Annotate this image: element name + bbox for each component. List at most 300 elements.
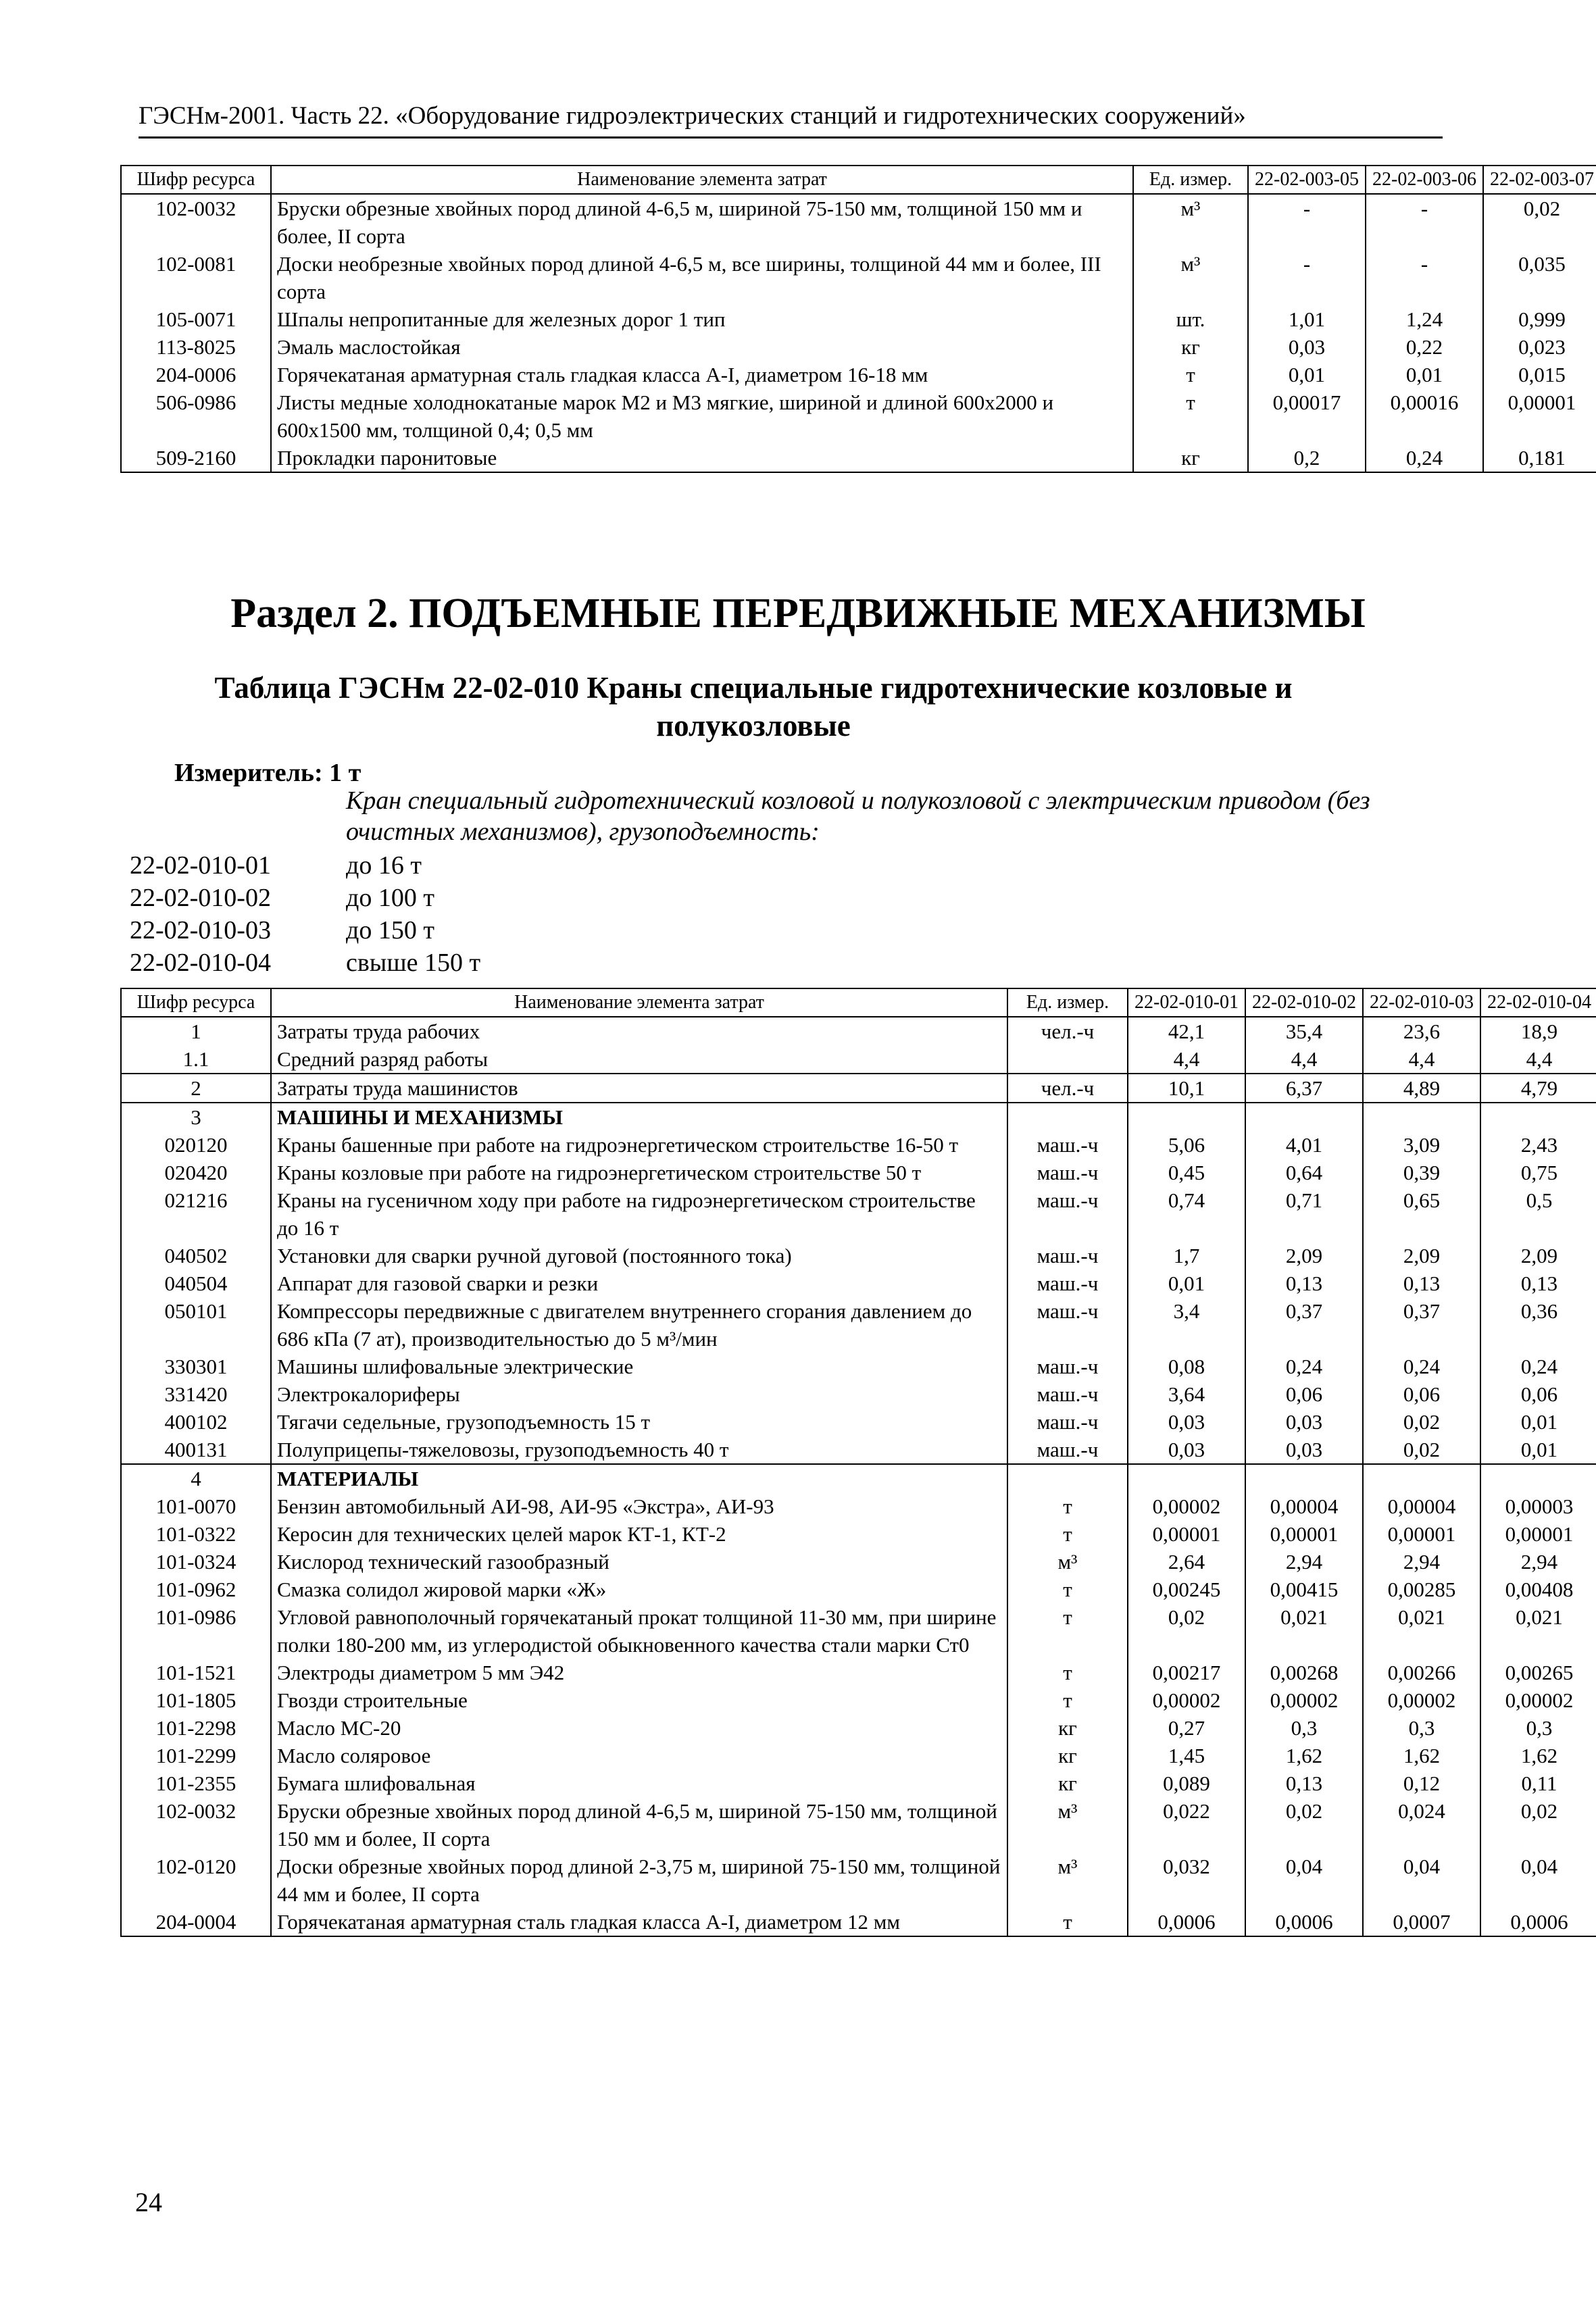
resource-code-cell: 021216 [121, 1186, 271, 1242]
value-cell: 0,00002 [1480, 1686, 1596, 1714]
value-cell: 10,1 [1128, 1074, 1245, 1103]
value-cell: 6,37 [1245, 1074, 1363, 1103]
value-cell: 0,03 [1245, 1436, 1363, 1464]
resource-code-cell: 101-0962 [121, 1576, 271, 1603]
value-cell: 0,02 [1128, 1603, 1245, 1659]
table-row [121, 1686, 1596, 1714]
value-cell: 1,62 [1480, 1742, 1596, 1769]
value-cell: 1,45 [1128, 1742, 1245, 1769]
value-cell: 0,00002 [1363, 1686, 1480, 1714]
value-cell: 3,64 [1128, 1380, 1245, 1408]
value-cell: 0,00002 [1245, 1686, 1363, 1714]
table-body [121, 1017, 1596, 1936]
value-cell: 4,4 [1245, 1045, 1363, 1074]
value-cell: 0,00415 [1245, 1576, 1363, 1603]
variant-code: 22-02-010-01 [130, 851, 271, 880]
unit-cell: маш.-ч [1007, 1159, 1128, 1186]
column-header-variant-03: 22-02-010-03 [1363, 988, 1480, 1017]
resource-name-cell: Горячекатаная арматурная сталь гладкая класса А-I, диаметром 16-18 мм [271, 361, 1133, 388]
resource-name-cell: Электрокалориферы [271, 1380, 1007, 1408]
value-cell: 0,04 [1363, 1853, 1480, 1908]
value-cell: 0,04 [1245, 1853, 1363, 1908]
value-cell: 42,1 [1128, 1017, 1245, 1045]
variant-code: 22-02-010-03 [130, 916, 271, 945]
unit-cell: т [1133, 388, 1248, 444]
value-cell: 0,0006 [1480, 1908, 1596, 1936]
resource-code-cell: 101-0324 [121, 1548, 271, 1576]
value-cell: 2,94 [1245, 1548, 1363, 1576]
value-cell: 0,24 [1363, 1353, 1480, 1380]
resource-name-cell: Затраты труда машинистов [271, 1074, 1007, 1103]
value-cell: 0,021 [1363, 1603, 1480, 1659]
value-cell: 0,3 [1363, 1714, 1480, 1742]
value-cell: 0,71 [1245, 1186, 1363, 1242]
table-row [121, 1908, 1596, 1936]
resource-code-cell: 040502 [121, 1242, 271, 1269]
resource-code-cell: 101-0070 [121, 1492, 271, 1520]
table-row [121, 250, 1596, 305]
resource-code-cell: 020120 [121, 1131, 271, 1159]
value-cell: 2,09 [1245, 1242, 1363, 1269]
value-cell: 0,01 [1248, 361, 1366, 388]
table-title: Таблица ГЭСНм 22-02-010 Краны специальные гидротехнические козловые и полукозловые [214, 671, 1293, 743]
unit-cell: кг [1133, 444, 1248, 472]
resource-code-cell: 102-0120 [121, 1853, 271, 1908]
value-cell: 0,08 [1128, 1353, 1245, 1380]
unit-cell [1007, 1103, 1128, 1131]
value-cell: 1,62 [1245, 1742, 1363, 1769]
unit-cell: м³ [1007, 1797, 1128, 1853]
value-cell: 0,00285 [1363, 1576, 1480, 1603]
value-cell: 2,64 [1128, 1548, 1245, 1576]
value-cell: 0,00266 [1363, 1659, 1480, 1686]
value-cell: 0,02 [1363, 1408, 1480, 1436]
value-cell: 2,09 [1363, 1242, 1480, 1269]
table-row [121, 1017, 1596, 1045]
value-cell: 2,94 [1363, 1548, 1480, 1576]
resource-code-cell: 101-2355 [121, 1769, 271, 1797]
value-cell: 4,4 [1363, 1045, 1480, 1074]
unit-cell [1007, 1045, 1128, 1074]
resource-code-cell: 102-0081 [121, 250, 271, 305]
table-row [121, 361, 1596, 388]
unit-cell: т [1007, 1603, 1128, 1659]
table-row [121, 1131, 1596, 1159]
value-cell: 0,64 [1245, 1159, 1363, 1186]
table-row [121, 1853, 1596, 1908]
resource-code-cell: 101-2299 [121, 1742, 271, 1769]
value-cell: 0,24 [1245, 1353, 1363, 1380]
resource-name-cell: Эмаль маслостойкая [271, 333, 1133, 361]
column-header-code: Шифр ресурса [121, 988, 271, 1017]
variant-item [130, 850, 805, 881]
value-cell: 0,02 [1245, 1797, 1363, 1853]
resource-name-cell: Полуприцепы-тяжеловозы, грузоподъемность 40 т [271, 1436, 1007, 1464]
value-cell: 1,62 [1363, 1742, 1480, 1769]
resource-code-cell: 040504 [121, 1269, 271, 1297]
value-cell: 5,06 [1128, 1131, 1245, 1159]
column-header-variant-02: 22-02-010-02 [1245, 988, 1363, 1017]
resource-code-cell: 101-2298 [121, 1714, 271, 1742]
value-cell: 0,00245 [1128, 1576, 1245, 1603]
resource-name-cell: Краны козловые при работе на гидроэнергетическом строительстве 50 т [271, 1159, 1007, 1186]
value-cell: 0,0006 [1128, 1908, 1245, 1936]
table-row [121, 1797, 1596, 1853]
table-row [121, 1769, 1596, 1797]
resource-name-cell: Средний разряд работы [271, 1045, 1007, 1074]
value-cell: 2,43 [1480, 1131, 1596, 1159]
unit-cell: маш.-ч [1007, 1131, 1128, 1159]
resource-code-cell: 101-0986 [121, 1603, 271, 1659]
resource-name-cell: Бруски обрезные хвойных пород длиной 4-6,5 м, шириной 75-150 мм, толщиной 150 мм и более, II сорта [271, 194, 1133, 250]
resource-code-cell: 102-0032 [121, 194, 271, 250]
value-cell: 0,00268 [1245, 1659, 1363, 1686]
value-cell: 4,4 [1128, 1045, 1245, 1074]
value-cell: 4,79 [1480, 1074, 1596, 1103]
table-row [121, 1380, 1596, 1408]
unit-cell: м³ [1007, 1548, 1128, 1576]
resource-name-cell: Затраты труда рабочих [271, 1017, 1007, 1045]
table-row [121, 1742, 1596, 1769]
value-cell: - [1366, 250, 1483, 305]
resource-code-cell: 509-2160 [121, 444, 271, 472]
variant-code: 22-02-010-02 [130, 884, 271, 912]
variant-item [130, 882, 805, 913]
unit-cell: т [1007, 1908, 1128, 1936]
value-cell: 4,4 [1480, 1045, 1596, 1074]
unit-cell [1007, 1464, 1128, 1492]
value-cell: 0,2 [1248, 444, 1366, 472]
resource-name-cell: Листы медные холоднокатаные марок М2 и М3 мягкие, шириной и длиной 600х2000 и 600х1500 мм, толщиной 0,4; 0,5 мм [271, 388, 1133, 444]
table-row [121, 1269, 1596, 1297]
resource-code-cell: 331420 [121, 1380, 271, 1408]
value-cell [1245, 1464, 1363, 1492]
value-cell: 0,021 [1480, 1603, 1596, 1659]
value-cell: 0,01 [1480, 1408, 1596, 1436]
value-cell: 0,00217 [1128, 1659, 1245, 1686]
resource-name-cell: Краны на гусеничном ходу при работе на гидроэнергетическом строительстве до 16 т [271, 1186, 1007, 1242]
value-cell: 0,13 [1363, 1269, 1480, 1297]
unit-cell: кг [1007, 1742, 1128, 1769]
variant-text: до 16 т [346, 851, 422, 880]
running-header: ГЭСНм-2001. Часть 22. «Оборудование гидроэлектрических станций и гидротехнических сооружений» [139, 100, 1443, 139]
value-cell: 0,11 [1480, 1769, 1596, 1797]
variant-item [130, 915, 805, 946]
resource-name-cell: Кислород технический газообразный [271, 1548, 1007, 1576]
table-row [121, 1103, 1596, 1131]
value-cell: 0,03 [1128, 1436, 1245, 1464]
value-cell: 0,024 [1363, 1797, 1480, 1853]
value-cell: 0,12 [1363, 1769, 1480, 1797]
value-cell: 0,00408 [1480, 1576, 1596, 1603]
value-cell: - [1248, 194, 1366, 250]
value-cell: 0,00001 [1480, 1520, 1596, 1548]
unit-cell: кг [1007, 1714, 1128, 1742]
table-body [121, 194, 1596, 472]
table-row [121, 1714, 1596, 1742]
value-cell: 0,13 [1245, 1269, 1363, 1297]
table-row [121, 1492, 1596, 1520]
value-cell: - [1366, 194, 1483, 250]
value-cell: 0,00001 [1363, 1520, 1480, 1548]
column-header-name: Наименование элемента затрат [271, 166, 1133, 194]
resources-table-003 [120, 165, 1596, 473]
value-cell: 0,02 [1363, 1436, 1480, 1464]
resource-name-cell: Прокладки паронитовые [271, 444, 1133, 472]
resource-code-cell: 1.1 [121, 1045, 271, 1074]
value-cell: 1,24 [1366, 305, 1483, 333]
value-cell: 0,13 [1245, 1769, 1363, 1797]
resource-code-cell: 204-0006 [121, 361, 271, 388]
page-number: 24 [135, 2187, 162, 2217]
value-cell: 0,37 [1363, 1297, 1480, 1353]
value-cell: 3,09 [1363, 1131, 1480, 1159]
unit-cell: маш.-ч [1007, 1353, 1128, 1380]
resource-code-cell: 506-0986 [121, 388, 271, 444]
resource-name-cell: Краны башенные при работе на гидроэнергетическом строительстве 16-50 т [271, 1131, 1007, 1159]
resource-code-cell: 2 [121, 1074, 271, 1103]
unit-cell: маш.-ч [1007, 1269, 1128, 1297]
table-row [121, 1408, 1596, 1436]
unit-cell: маш.-ч [1007, 1408, 1128, 1436]
unit-cell: маш.-ч [1007, 1186, 1128, 1242]
value-cell: 0,032 [1128, 1853, 1245, 1908]
value-cell: 0,00002 [1128, 1686, 1245, 1714]
value-cell: 23,6 [1363, 1017, 1480, 1045]
resource-name-cell: Масло соляровое [271, 1742, 1007, 1769]
table-row [121, 305, 1596, 333]
unit-cell: т [1007, 1659, 1128, 1686]
work-description: Кран специальный гидротехнический козловой и полукозловой с электрическим приводом (без очистных механизмов), грузоподъемность: [346, 786, 1370, 846]
value-cell [1245, 1103, 1363, 1131]
value-cell: 0,0007 [1363, 1908, 1480, 1936]
value-cell: 0,13 [1480, 1269, 1596, 1297]
value-cell [1480, 1464, 1596, 1492]
column-header-code: Шифр ресурса [121, 166, 271, 194]
value-cell: 0,00265 [1480, 1659, 1596, 1686]
column-header-variant-05: 22-02-003-05 [1248, 166, 1366, 194]
resource-code-cell: 3 [121, 1103, 271, 1131]
value-cell: 0,3 [1480, 1714, 1596, 1742]
resource-code-cell: 204-0004 [121, 1908, 271, 1936]
value-cell: 0,74 [1128, 1186, 1245, 1242]
value-cell: 0,02 [1483, 194, 1596, 250]
table-row [121, 444, 1596, 472]
resource-name-cell: Бумага шлифовальная [271, 1769, 1007, 1797]
table-row [121, 194, 1596, 250]
unit-cell: м³ [1133, 250, 1248, 305]
table-row [121, 1603, 1596, 1659]
value-cell: 0,06 [1245, 1380, 1363, 1408]
variant-text: свыше 150 т [346, 949, 481, 977]
table-row [121, 1297, 1596, 1353]
table-row [121, 1159, 1596, 1186]
resource-code-cell: 400131 [121, 1436, 271, 1464]
variant-code: 22-02-010-04 [130, 949, 271, 977]
value-cell: 3,4 [1128, 1297, 1245, 1353]
value-cell: 1,01 [1248, 305, 1366, 333]
value-cell [1480, 1103, 1596, 1131]
resource-name-cell: Масло МС-20 [271, 1714, 1007, 1742]
value-cell: 0,45 [1128, 1159, 1245, 1186]
value-cell: 0,03 [1248, 333, 1366, 361]
table-row [121, 1242, 1596, 1269]
value-cell: 0,022 [1128, 1797, 1245, 1853]
resource-code-cell: 050101 [121, 1297, 271, 1353]
variant-text: до 150 т [346, 916, 434, 945]
unit-cell: т [1007, 1520, 1128, 1548]
table-row [121, 1520, 1596, 1548]
resource-code-cell: 101-0322 [121, 1520, 271, 1548]
value-cell: 0,03 [1128, 1408, 1245, 1436]
value-cell: 0,021 [1245, 1603, 1363, 1659]
value-cell: 0,00003 [1480, 1492, 1596, 1520]
unit-cell: кг [1133, 333, 1248, 361]
value-cell: 0,06 [1480, 1380, 1596, 1408]
unit-cell: маш.-ч [1007, 1242, 1128, 1269]
resource-code-cell: 020420 [121, 1159, 271, 1186]
value-cell: 0,39 [1363, 1159, 1480, 1186]
value-cell [1363, 1103, 1480, 1131]
value-cell: 4,89 [1363, 1074, 1480, 1103]
column-header-variant-04: 22-02-010-04 [1480, 988, 1596, 1017]
resource-code-cell: 113-8025 [121, 333, 271, 361]
resource-name-cell: Смазка солидол жировой марки «Ж» [271, 1576, 1007, 1603]
table-row [121, 1436, 1596, 1464]
resource-name-cell: Гвозди строительные [271, 1686, 1007, 1714]
table-row [121, 1186, 1596, 1242]
value-cell: 2,09 [1480, 1242, 1596, 1269]
unit-cell: маш.-ч [1007, 1436, 1128, 1464]
resource-name-cell: Машины шлифовальные электрические [271, 1353, 1007, 1380]
variant-item [130, 947, 805, 978]
resource-name-cell: Тягачи седельные, грузоподъемность 15 т [271, 1408, 1007, 1436]
resource-name-cell: Аппарат для газовой сварки и резки [271, 1269, 1007, 1297]
value-cell: 0,37 [1245, 1297, 1363, 1353]
value-cell: 0,00002 [1128, 1492, 1245, 1520]
value-cell: 0,06 [1363, 1380, 1480, 1408]
resource-name-cell: Горячекатаная арматурная сталь гладкая класса А-I, диаметром 12 мм [271, 1908, 1007, 1936]
resource-code-cell: 1 [121, 1017, 271, 1045]
value-cell: 35,4 [1245, 1017, 1363, 1045]
column-header-variant-06: 22-02-003-06 [1366, 166, 1483, 194]
column-header-variant-07: 22-02-003-07 [1483, 166, 1596, 194]
table-row [121, 1548, 1596, 1576]
unit-cell: кг [1007, 1769, 1128, 1797]
resource-code-cell: 101-1805 [121, 1686, 271, 1714]
value-cell: 0,3 [1245, 1714, 1363, 1742]
resource-name-cell: Установки для сварки ручной дуговой (постоянного тока) [271, 1242, 1007, 1269]
value-cell: 0,00004 [1245, 1492, 1363, 1520]
value-cell: 0,03 [1245, 1408, 1363, 1436]
value-cell: 0,27 [1128, 1714, 1245, 1742]
value-cell: 0,023 [1483, 333, 1596, 361]
resource-code-cell: 102-0032 [121, 1797, 271, 1853]
unit-cell: шт. [1133, 305, 1248, 333]
resource-name-cell: Шпалы непропитанные для железных дорог 1 тип [271, 305, 1133, 333]
value-cell [1128, 1464, 1245, 1492]
value-cell: 0,24 [1480, 1353, 1596, 1380]
unit-cell: т [1007, 1686, 1128, 1714]
resource-name-cell: Доски необрезные хвойных пород длиной 4-6,5 м, все ширины, толщиной 44 мм и более, III сорта [271, 250, 1133, 305]
value-cell [1128, 1103, 1245, 1131]
value-cell [1363, 1464, 1480, 1492]
value-cell: 0,00001 [1128, 1520, 1245, 1548]
table-header [121, 166, 1596, 194]
resource-name-cell: Компрессоры передвижные с двигателем внутреннего сгорания давлением до 686 кПа (7 ат), производительностью до 5 м³/мин [271, 1297, 1007, 1353]
resource-name-cell: МАТЕРИАЛЫ [271, 1464, 1007, 1492]
column-header-variant-01: 22-02-010-01 [1128, 988, 1245, 1017]
value-cell: 0,36 [1480, 1297, 1596, 1353]
value-cell: 0,035 [1483, 250, 1596, 305]
resource-name-cell: Бензин автомобильный АИ-98, АИ-95 «Экстра», АИ-93 [271, 1492, 1007, 1520]
value-cell: 0,00004 [1363, 1492, 1480, 1520]
value-cell: 0,04 [1480, 1853, 1596, 1908]
column-header-name: Наименование элемента затрат [271, 988, 1007, 1017]
resource-name-cell: Электроды диаметром 5 мм Э42 [271, 1659, 1007, 1686]
value-cell: 0,5 [1480, 1186, 1596, 1242]
column-header-unit: Ед. измер. [1007, 988, 1128, 1017]
value-cell: 0,02 [1480, 1797, 1596, 1853]
table-row [121, 1074, 1596, 1103]
value-cell: 0,01 [1128, 1269, 1245, 1297]
value-cell: 0,181 [1483, 444, 1596, 472]
resource-code-cell: 105-0071 [121, 305, 271, 333]
resource-code-cell: 101-1521 [121, 1659, 271, 1686]
resources-table-010 [120, 988, 1596, 1937]
resource-code-cell: 330301 [121, 1353, 271, 1380]
value-cell: 0,24 [1366, 444, 1483, 472]
value-cell: 18,9 [1480, 1017, 1596, 1045]
value-cell: 4,01 [1245, 1131, 1363, 1159]
value-cell: 0,015 [1483, 361, 1596, 388]
table-row [121, 1576, 1596, 1603]
resource-name-cell: МАШИНЫ И МЕХАНИЗМЫ [271, 1103, 1007, 1131]
value-cell: - [1248, 250, 1366, 305]
value-cell: 0,65 [1363, 1186, 1480, 1242]
resource-code-cell: 400102 [121, 1408, 271, 1436]
column-header-unit: Ед. измер. [1133, 166, 1248, 194]
value-cell: 2,94 [1480, 1548, 1596, 1576]
table-row [121, 1464, 1596, 1492]
unit-cell: маш.-ч [1007, 1297, 1128, 1353]
value-cell: 0,22 [1366, 333, 1483, 361]
table-row [121, 333, 1596, 361]
unit-cell: т [1007, 1576, 1128, 1603]
unit-cell: м³ [1007, 1853, 1128, 1908]
value-cell: 1,7 [1128, 1242, 1245, 1269]
section-title: Раздел 2. ПОДЪЕМНЫЕ ПЕРЕДВИЖНЫЕ МЕХАНИЗМЫ [230, 590, 1366, 636]
table-row [121, 1045, 1596, 1074]
value-cell: 0,01 [1366, 361, 1483, 388]
resource-name-cell: Доски обрезные хвойных пород длиной 2-3,75 м, шириной 75-150 мм, толщиной 44 мм и более, II сорта [271, 1853, 1007, 1908]
value-cell: 0,00017 [1248, 388, 1366, 444]
resource-code-cell: 4 [121, 1464, 271, 1492]
value-cell: 0,00001 [1483, 388, 1596, 444]
unit-cell: чел.-ч [1007, 1017, 1128, 1045]
unit-cell: чел.-ч [1007, 1074, 1128, 1103]
table-row [121, 1353, 1596, 1380]
resource-name-cell: Керосин для технических целей марок КТ-1, КТ-2 [271, 1520, 1007, 1548]
value-cell: 0,01 [1480, 1436, 1596, 1464]
value-cell: 0,00001 [1245, 1520, 1363, 1548]
value-cell: 0,089 [1128, 1769, 1245, 1797]
value-cell: 0,75 [1480, 1159, 1596, 1186]
table-header [121, 988, 1596, 1017]
unit-cell: т [1133, 361, 1248, 388]
variant-text: до 100 т [346, 884, 434, 912]
resource-name-cell: Бруски обрезные хвойных пород длиной 4-6,5 м, шириной 75-150 мм, толщиной 150 мм и более, II сорта [271, 1797, 1007, 1853]
